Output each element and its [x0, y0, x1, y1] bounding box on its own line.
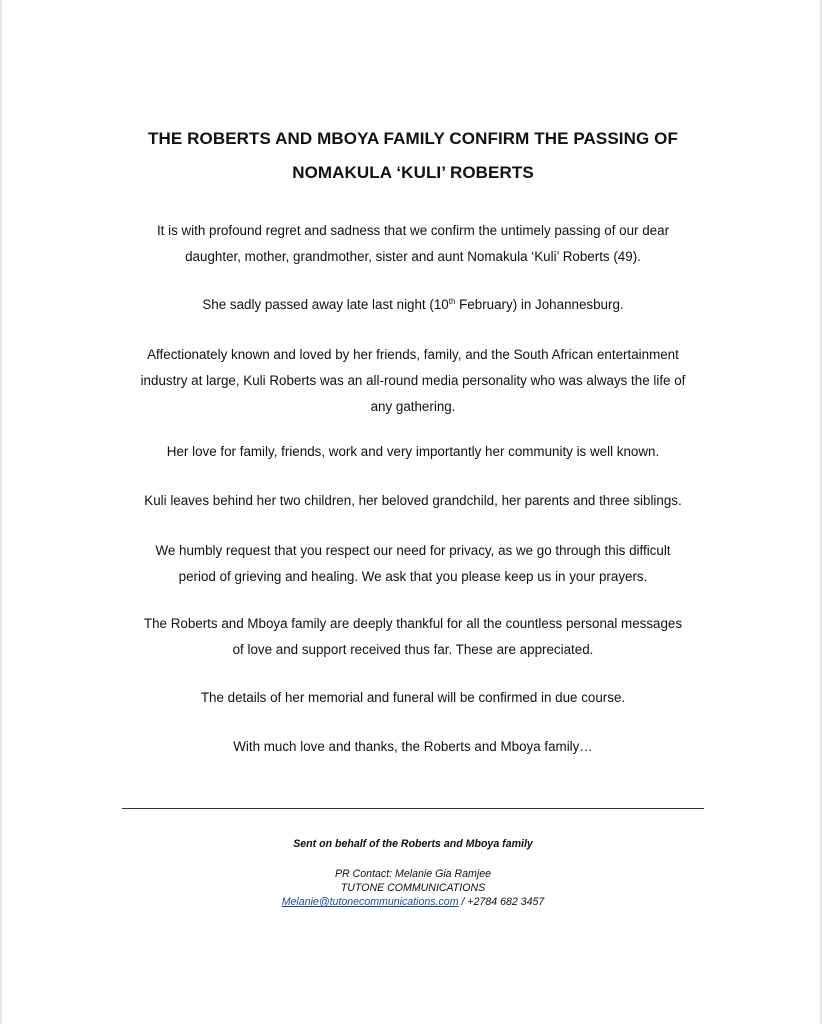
pr-contact-block — [14, 867, 812, 909]
paragraph-line: With much love and thanks, the Roberts and Mboya family… — [233, 739, 593, 754]
email-link[interactable]: Melanie@tutonecommunications.com — [281, 896, 459, 908]
phone-number: +2784 682 3457 — [467, 896, 545, 908]
sent-on-behalf: Sent on behalf of the Roberts and Mboya family — [293, 838, 533, 850]
paragraph-community — [93, 439, 733, 465]
title-line-1: THE ROBERTS AND MBOYA FAMILY CONFIRM THE PASSING OF — [148, 129, 678, 148]
paragraph-line — [93, 292, 733, 318]
date-text-after: February) in Johannesburg. — [455, 297, 624, 312]
paragraph-funeral-details — [93, 685, 733, 711]
document-title — [14, 122, 812, 190]
paragraph-privacy — [93, 538, 733, 590]
title-line-2: NOMAKULA ‘KULI’ ROBERTS — [292, 163, 534, 182]
paragraph-line: period of grieving and healing. We ask that you please keep us in your prayers. — [178, 569, 648, 584]
pr-contact: PR Contact: Melanie Gia Ramjee — [334, 868, 492, 880]
paragraph-line: industry at large, Kuli Roberts was an all-round media personality who was always the life of — [140, 373, 686, 388]
paragraph-line: The details of her memorial and funeral will be confirmed in due course. — [200, 690, 626, 705]
date-text-before: She sadly passed away late last night (10 — [202, 297, 449, 312]
paragraph-passing-date — [93, 292, 733, 318]
paragraph-line: Affectionately known and loved by her friends, family, and the South African entertainment — [147, 347, 679, 362]
paragraph-line: Her love for family, friends, work and very importantly her community is well known. — [166, 444, 660, 459]
paragraph-line: of love and support received thus far. These are appreciated. — [232, 642, 594, 657]
paragraph-opening — [93, 218, 733, 270]
ordinal-suffix: th — [448, 297, 456, 306]
paragraph-line: It is with profound regret and sadness that we confirm the untimely passing of our dear — [156, 223, 670, 238]
phone-separator: / — [458, 896, 468, 908]
document-page — [14, 0, 812, 1024]
paragraph-signoff — [93, 734, 733, 760]
contact-details — [14, 895, 812, 909]
paragraph-thanks — [93, 611, 733, 663]
paragraph-line: daughter, mother, grandmother, sister and aunt Nomakula ‘Kuli’ Roberts (49). — [185, 249, 641, 264]
divider-line — [122, 808, 704, 809]
paragraph-line: We humbly request that you respect our need for privacy, as we go through this difficult — [155, 543, 671, 558]
paragraph-line: Kuli leaves behind her two children, her beloved grandchild, her parents and three siblings. — [144, 493, 682, 508]
paragraph-line: The Roberts and Mboya family are deeply thankful for all the countless personal messages — [143, 616, 683, 631]
paragraph-tribute — [93, 342, 733, 420]
company-name: TUTONE COMMUNICATIONS — [340, 882, 486, 894]
paragraph-line: any gathering. — [370, 399, 456, 414]
paragraph-survivors — [93, 488, 733, 514]
